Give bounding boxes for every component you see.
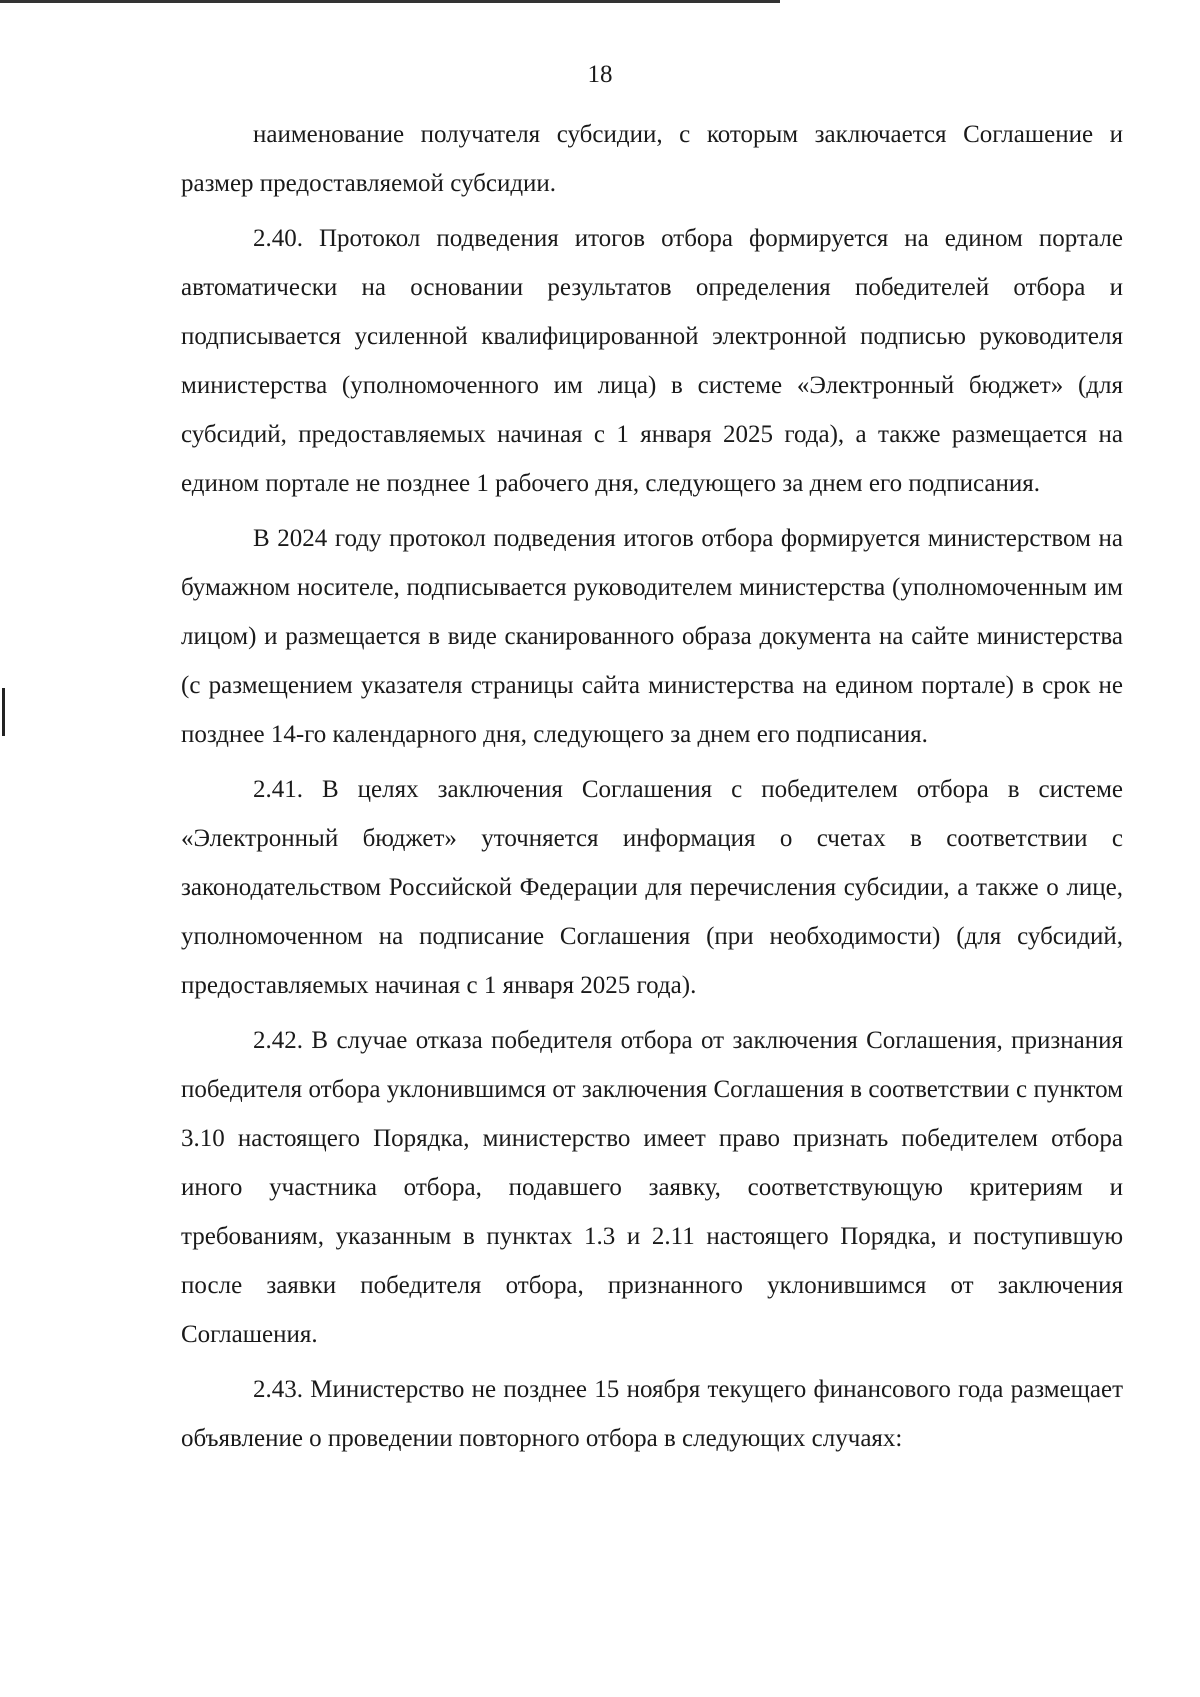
top-border-line <box>0 0 780 3</box>
paragraph-2024-protocol: В 2024 году протокол подведения итогов отбора формируется министерством на бумажном носителе, подписывается руководителем министерства (уполномоченным им лицом) и размещается в виде сканированного образа документа на сайте министерства (с размещением указателя страницы сайта министерства на едином портале) в срок не позднее 14-го календарного дня, следующего за днем его подписания. <box>181 525 1123 748</box>
paragraph-2-40: 2.40. Протокол подведения итогов отбора формируется на едином портале автоматически на основании результатов определения победителей отбора и подписывается усиленной квалифицированной электронной подписью руководителя министерства (уполномоченного им лица) в системе «Электронный бюджет» (для субсидий, предоставляемых начиная с 1 января 2025 года), а также размещается на едином портале не позднее 1 рабочего дня, следующего за днем его подписания. <box>181 225 1123 497</box>
paragraph-2-43: 2.43. Министерство не позднее 15 ноября текущего финансового года размещает объявление о проведении повторного отбора в следующих случаях: <box>181 1376 1123 1452</box>
left-margin-mark <box>2 688 5 736</box>
document-body <box>181 110 1123 1469</box>
paragraph-2-42: 2.42. В случае отказа победителя отбора от заключения Соглашения, признания победителя отбора уклонившимся от заключения Соглашения в соответствии с пунктом 3.10 настоящего Порядка, министерство имеет право признать победителем отбора иного участника отбора, подавшего заявку, соответствующую критериям и требованиям, указанным в пунктах 1.3 и 2.11 настоящего Порядка, и поступившую после заявки победителя отбора, признанного уклонившимся от заключения Соглашения. <box>181 1027 1123 1348</box>
paragraph-continuation: наименование получателя субсидии, с которым заключается Соглашение и размер предоставляемой субсидии. <box>181 121 1123 197</box>
page-number: 18 <box>587 61 613 88</box>
paragraph-2-41: 2.41. В целях заключения Соглашения с победителем отбора в системе «Электронный бюджет» уточняется информация о счетах в соответствии с законодательством Российской Федерации для перечисления субсидии, а также о лице, уполномоченном на подписание Соглашения (при необходимости) (для субсидий, предоставляемых начиная с 1 января 2025 года). <box>181 776 1123 999</box>
